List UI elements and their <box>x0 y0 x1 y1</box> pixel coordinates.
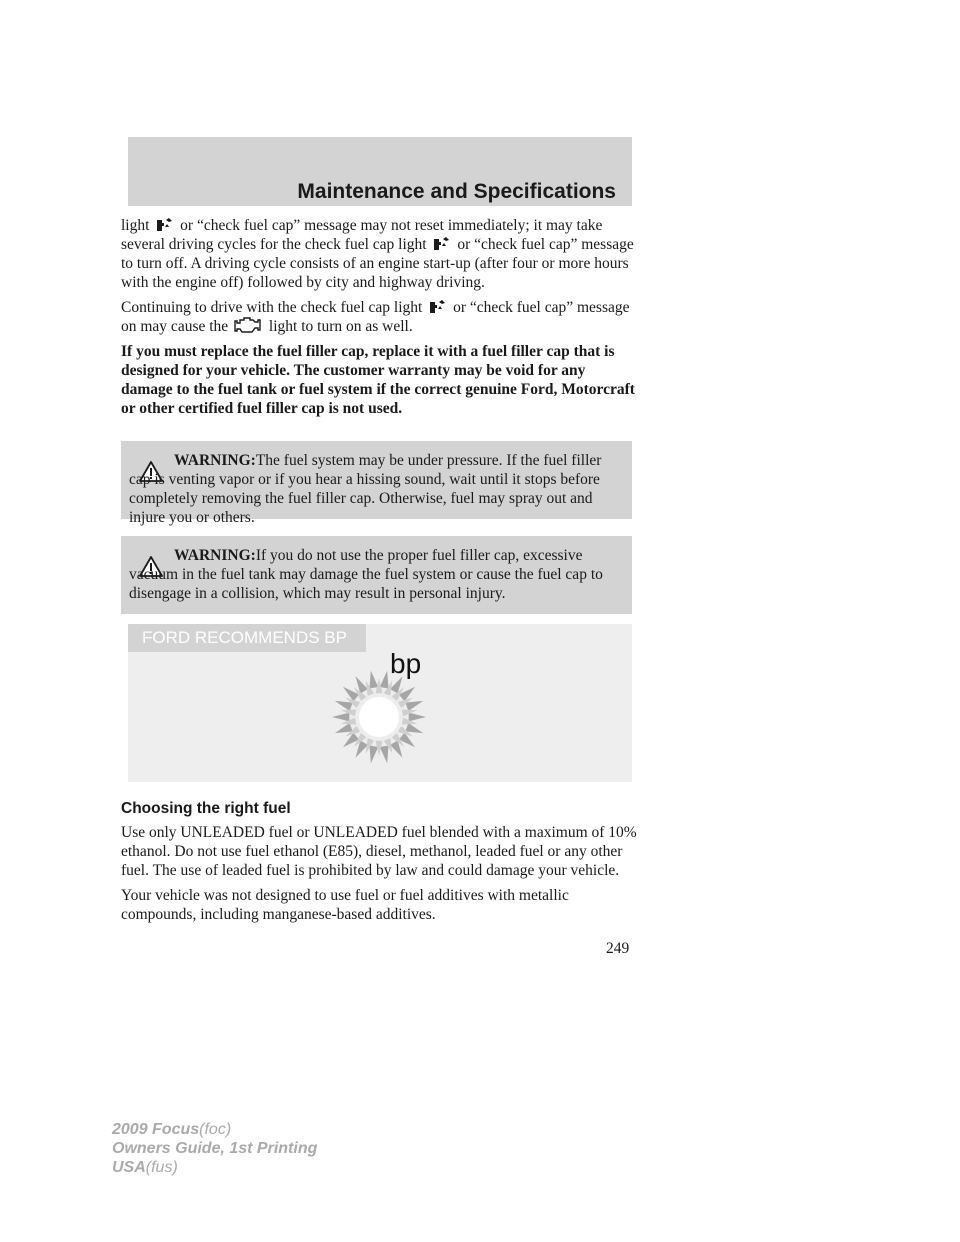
footer-model: 2009 Focus <box>112 1121 200 1138</box>
section-paragraph-2: Your vehicle was not designed to use fuel or fuel additives with metallic compounds, including manganese-based additives. <box>121 887 569 923</box>
helios-ray <box>335 723 353 733</box>
bp-wordmark: bp <box>390 648 422 679</box>
text-check-fuel-cap-1: or “check fuel cap” message may not reset immediately; it may take several driving cycles for the check fuel cap light <box>121 217 603 253</box>
footer-line-1 <box>112 1120 317 1139</box>
header-band <box>128 137 632 206</box>
text-turn-on: light to turn on as well. <box>268 318 413 335</box>
text-message-on: or “check fuel cap” message on may cause the <box>121 299 630 335</box>
check-fuel-cap-icon <box>428 300 446 314</box>
helios-ray <box>380 671 389 689</box>
bold-notice <box>121 342 637 418</box>
footer-market-code: (fus) <box>145 1159 178 1176</box>
helios-ray <box>409 713 426 722</box>
footer-line-3 <box>112 1158 317 1177</box>
page-number: 249 <box>606 940 630 957</box>
section-heading: Choosing the right fuel <box>121 800 291 817</box>
warning-body: The fuel system may be under pressure. If the fuel filler cap is venting vapor or if you hear a hissing sound, wait until it stops before completely removing the fuel filler cap. Otherwise, fuel may spray out and injure you or others. <box>129 452 602 526</box>
warning-label: WARNING: <box>174 452 256 469</box>
helios-ray <box>332 713 349 722</box>
paragraph-engine-light <box>121 298 637 336</box>
helios-ray <box>405 723 423 733</box>
bp-helios-logo <box>331 669 427 765</box>
helios-ray <box>369 671 378 689</box>
page-title: Maintenance and Specifications <box>297 180 616 203</box>
warning-box-1 <box>121 441 632 526</box>
helios-ray <box>380 745 389 763</box>
warning-text-2 <box>129 546 621 603</box>
footer <box>112 1120 317 1177</box>
helios-ray <box>343 733 359 748</box>
helios-ray <box>335 701 353 711</box>
footer-market: USA <box>112 1159 146 1176</box>
check-fuel-cap-icon <box>155 218 173 232</box>
check-fuel-cap-icon <box>432 237 450 251</box>
text-continuing: Continuing to drive with the check fuel cap light <box>121 299 423 316</box>
helios-ray <box>399 687 415 702</box>
helios-ray <box>405 701 423 711</box>
ad-tab-label: FORD RECOMMENDS BP <box>128 624 366 652</box>
footer-model-code: (foc) <box>199 1121 232 1138</box>
helios-ray <box>343 687 359 702</box>
helios-ray <box>399 733 415 748</box>
bold-notice-text: If you must replace the fuel filler cap, replace it with a fuel filler cap that is designed for your vehicle. The customer warranty may be void for any damage to the fuel tank or fuel system if the correct genuine Ford, Motorcraft or other certified fuel filler cap is not used. <box>121 343 635 417</box>
paragraph-fuel-cap-reset <box>121 216 637 292</box>
text-light: light <box>121 217 150 234</box>
footer-guide: Owners Guide, 1st Printing <box>112 1140 318 1157</box>
helios-center <box>359 697 399 737</box>
footer-line-2 <box>112 1139 317 1158</box>
helios-ray <box>369 745 378 763</box>
body-text <box>121 216 637 424</box>
warning-box-2 <box>121 536 632 614</box>
check-engine-icon <box>234 317 262 333</box>
bp-advertisement <box>128 624 632 782</box>
warning-label: WARNING: <box>174 547 256 564</box>
warning-body: If you do not use the proper fuel filler cap, excessive vacuum in the fuel tank may damage the fuel system or cause the fuel cap to disengage in a collision, which may result in personal injury. <box>129 547 603 602</box>
section-paragraph-1: Use only UNLEADED fuel or UNLEADED fuel blended with a maximum of 10% ethanol. Do not use fuel ethanol (E85), diesel, methanol, leaded fuel or any other fuel. The use of leaded fuel is prohibited by law and could damage your vehicle. <box>121 824 637 879</box>
warning-text-1 <box>129 451 621 527</box>
text-driving-cycle: or “check fuel cap” message to turn off. A driving cycle consists of an engine start-up (after four or more hours with the engine off) followed by city and highway driving. <box>121 236 634 291</box>
fuel-section <box>121 799 637 930</box>
